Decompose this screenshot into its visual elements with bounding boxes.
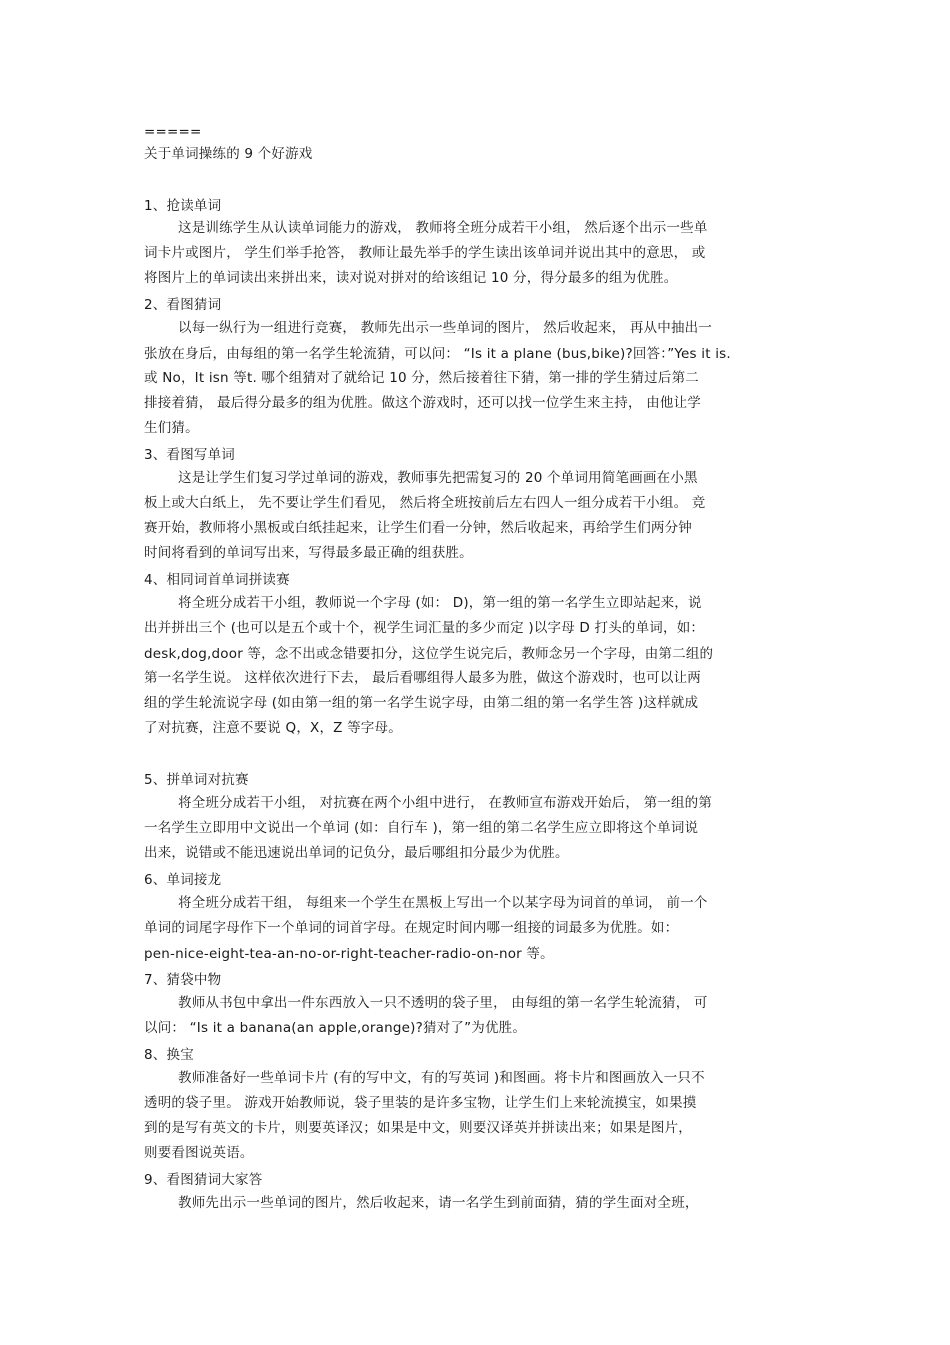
paragraph-line: 这是让学生们复习学过单词的游戏，教师事先把需复习的 20 个单词用简笔画画在小黑 — [178, 470, 698, 486]
paragraph-line: 这是训练学生从认读单词能力的游戏， 教师将全班分成若干小组， 然后逐个出示一些单 — [178, 220, 708, 236]
paragraph-line: 以每一纵行为一组进行竞赛， 教师先出示一些单词的图片， 然后收起来， 再从中抽出一 — [178, 320, 713, 336]
paragraph-line: 出来，说错或不能迅速说出单词的记负分，最后哪组扣分最少为优胜。 — [144, 845, 569, 861]
paragraph-line: 词卡片或图片， 学生们举手抢答， 教师让最先举手的学生读出该单词并说出其中的意思， 或 — [144, 245, 706, 261]
paragraph-line: desk,dog,door 等，念不出或念错要扣分，这位学生说完后，教师念另一个字母，由第二组的 — [144, 646, 714, 662]
paragraph-line: 板上或大白纸上， 先不要让学生们看见， 然后将全班按前后左右四人一组分成若干小组。 竞 — [144, 495, 706, 511]
paragraph-line: 透明的袋子里。 游戏开始教师说，袋子里装的是许多宝物，让学生们上来轮流摸宝，如果摸 — [144, 1095, 697, 1111]
paragraph-line: 以问： “Is it a banana(an apple,orange)?猜对了”为优胜。 — [144, 1020, 527, 1036]
paragraph-line: 将全班分成若干小组， 对抗赛在两个小组中进行， 在教师宣布游戏开始后， 第一组的第 — [178, 795, 713, 811]
paragraph-line: pen-nice-eight-tea-an-no-or-right-teacher-radio-on-nor 等。 — [144, 946, 554, 962]
section-heading-2: 2、看图猜词 — [144, 297, 222, 313]
section-heading-3: 3、看图写单词 — [144, 447, 235, 463]
paragraph-line: 组的学生轮流说字母 (如由第一组的第一名学生说字母，由第二组的第一名学生答 )这样就成 — [144, 695, 699, 711]
paragraph-line: 生们猜。 — [144, 420, 199, 436]
paragraph-line: 出并拼出三个 (也可以是五个或十个，视学生词汇量的多少而定 )以字母 D 打头的单词，如： — [144, 620, 705, 636]
paragraph-line: 排接着猜， 最后得分最多的组为优胜。做这个游戏时，还可以找一位学生来主持， 由他让学 — [144, 395, 701, 411]
paragraph-line: 张放在身后，由每组的第一名学生轮流猜，可以问： “Is it a plane (bus,bike)?回答：”Yes it is. — [144, 346, 731, 362]
section-heading-8: 8、换宝 — [144, 1047, 194, 1063]
paragraph-line: 第一名学生说。 这样依次进行下去， 最后看哪组得人最多为胜，做这个游戏时，也可以让两 — [144, 670, 701, 686]
paragraph-line: 教师从书包中拿出一件东西放入一只不透明的袋子里， 由每组的第一名学生轮流猜， 可 — [178, 995, 708, 1011]
paragraph-line: 将图片上的单词读出来拼出来，读对说对拼对的给该组记 10 分，得分最多的组为优胜。 — [144, 270, 678, 286]
paragraph-line: 将全班分成若干组， 每组来一个学生在黑板上写出一个以某字母为词首的单词， 前一个 — [178, 895, 708, 911]
page-title: 关于单词操练的 9 个好游戏 — [144, 146, 313, 162]
paragraph-line: 赛开始，教师将小黑板或白纸挂起来，让学生们看一分钟，然后收起来，再给学生们两分钟 — [144, 520, 692, 536]
paragraph-line: 教师准备好一些单词卡片 (有的写中文，有的写英词 )和图画。将卡片和图画放入一只不 — [178, 1070, 705, 1086]
paragraph-line: 则要看图说英语。 — [144, 1145, 254, 1161]
paragraph-line: 将全班分成若干小组，教师说一个字母 (如： D)，第一组的第一名学生立即站起来，说 — [178, 595, 702, 611]
section-heading-7: 7、猜袋中物 — [144, 972, 222, 988]
section-heading-1: 1、抢读单词 — [144, 198, 222, 214]
paragraph-line: 到的是写有英文的卡片，则要英译汉；如果是中文，则要汉译英并拼读出来；如果是图片， — [144, 1120, 692, 1136]
section-heading-5: 5、拼单词对抗赛 — [144, 772, 249, 788]
section-heading-4: 4、相同词首单词拼读赛 — [144, 572, 290, 588]
paragraph-line: 了对抗赛，注意不要说 Q，X，Z 等字母。 — [144, 720, 402, 736]
separator-marker: ===== — [144, 124, 202, 140]
section-heading-6: 6、单词接龙 — [144, 872, 222, 888]
paragraph-line: 单词的词尾字母作下一个单词的词首字母。在规定时间内哪一组接的词最多为优胜。如： — [144, 920, 679, 936]
paragraph-line: 教师先出示一些单词的图片，然后收起来，请一名学生到前面猜，猜的学生面对全班， — [178, 1195, 699, 1211]
paragraph-line: 一名学生立即用中文说出一个单词 (如：自行车 )，第一组的第二名学生应立即将这个单词说 — [144, 820, 699, 836]
paragraph-line: 时间将看到的单词写出来，写得最多最正确的组获胜。 — [144, 545, 473, 561]
section-heading-9: 9、看图猜词大家答 — [144, 1172, 263, 1188]
paragraph-line: 或 No，It isn 等t. 哪个组猜对了就给记 10 分，然后接着往下猜，第一排的学生猜过后第二 — [144, 370, 699, 386]
